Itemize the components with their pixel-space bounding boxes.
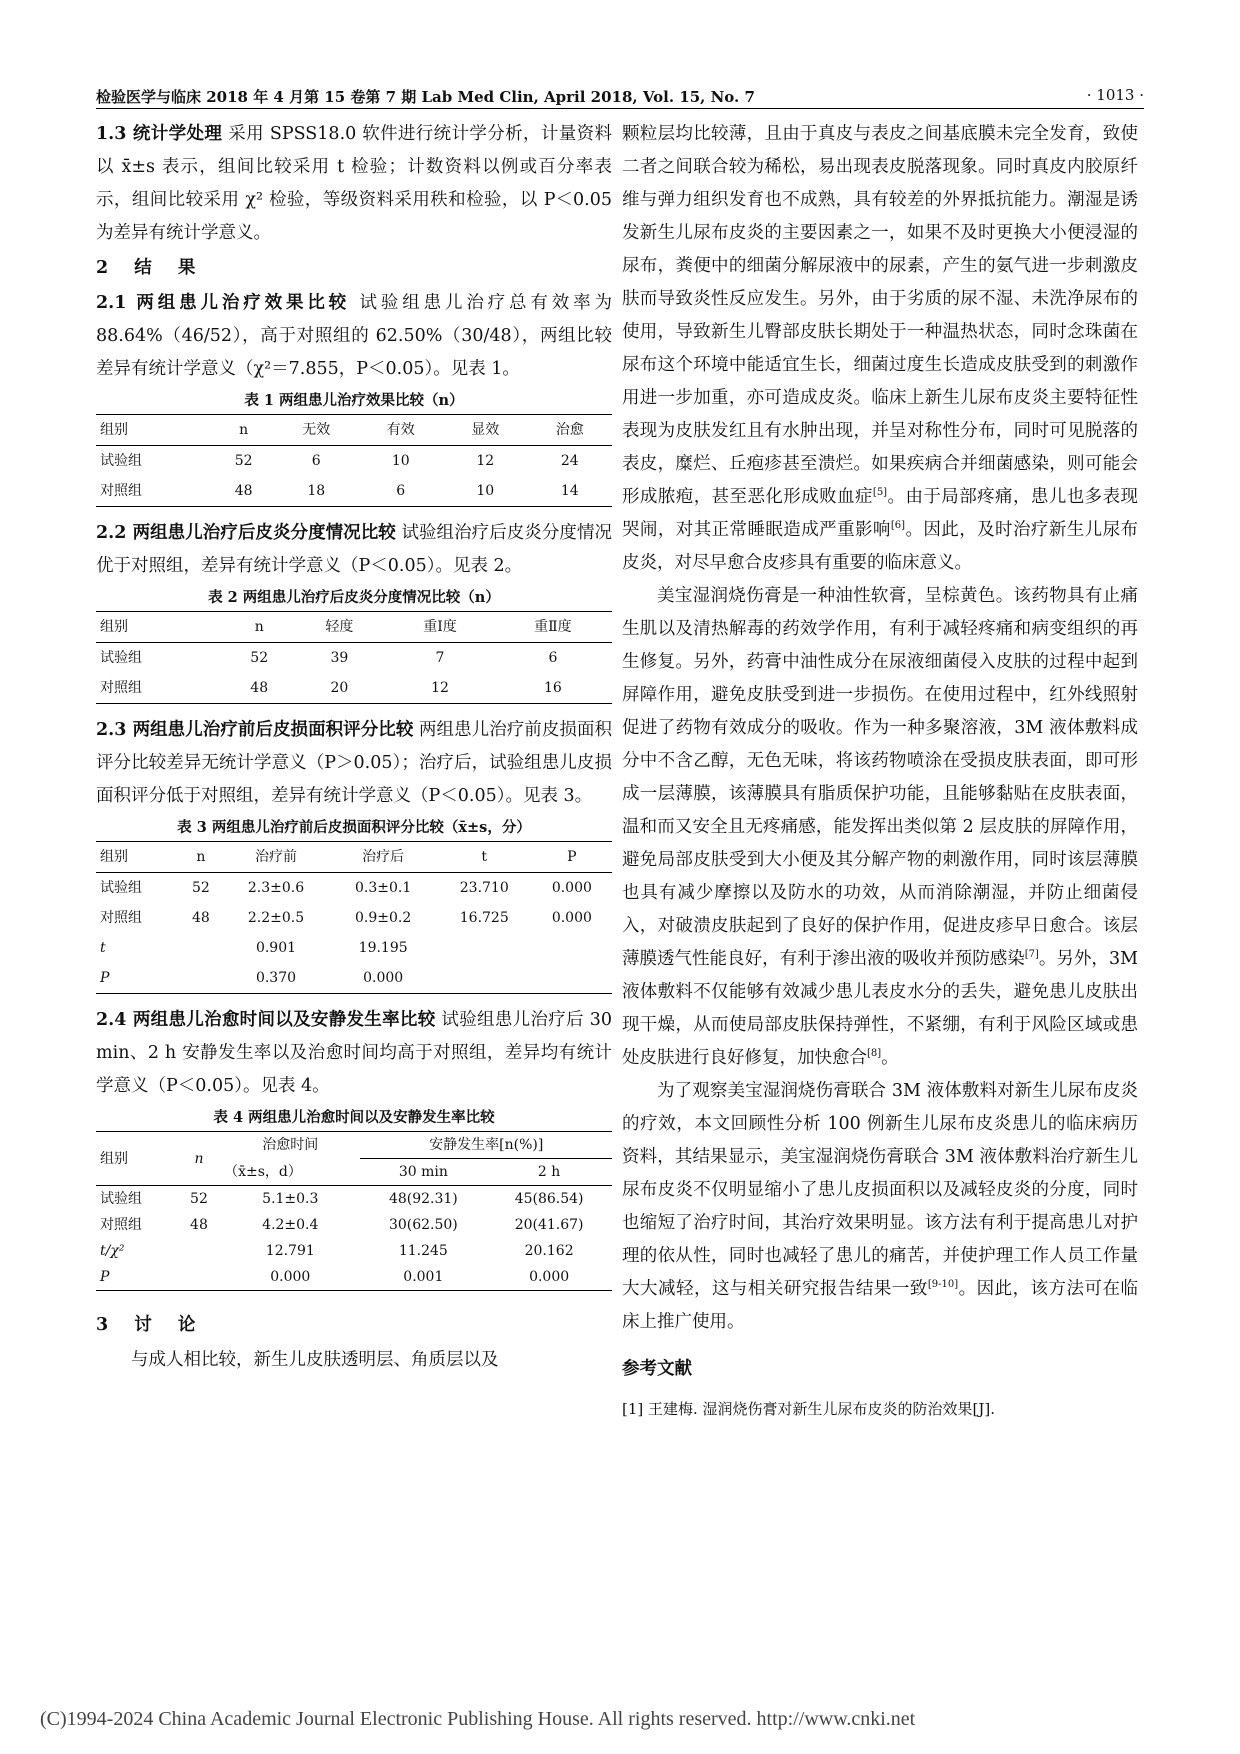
- table-cell: 6: [548, 650, 558, 666]
- table-cell: 6: [311, 453, 321, 469]
- table-cell: t/χ²: [100, 1243, 125, 1259]
- table-header-cell: 显效: [443, 415, 528, 446]
- table-cell: 10: [391, 453, 410, 469]
- table-cell: 试验组: [100, 453, 142, 469]
- table-header-cell: 组别: [96, 612, 226, 643]
- section-2-2-heading: 2.2 两组患儿治疗后皮炎分度情况比较: [96, 523, 396, 543]
- table-cell: 10: [443, 476, 528, 507]
- section-1-3-heading: 1.3 统计学处理: [96, 124, 223, 144]
- paragraph-text: 。: [881, 1048, 899, 1068]
- table-cell: 5.1±0.3: [262, 1191, 319, 1207]
- table-header-cell: 组别: [96, 1132, 178, 1186]
- table-cell: 48: [191, 910, 210, 926]
- table-cell: 0.000: [486, 1264, 612, 1291]
- running-header: [96, 86, 1144, 110]
- table-cell: P: [96, 1264, 178, 1291]
- table-header-cell: 治愈时间: [220, 1132, 360, 1159]
- table-header-cell: n: [226, 612, 293, 643]
- table-header-cell: t: [437, 842, 532, 873]
- table-4-caption: 表 4 两组患儿治愈时间以及安静发生率比较: [213, 1109, 495, 1126]
- table-1-header: [96, 415, 612, 446]
- discussion-paragraph-3: [622, 1075, 1138, 1339]
- table-cell: 0.000: [330, 963, 437, 994]
- section-2-4: [96, 1004, 612, 1103]
- table-cell: 52: [191, 880, 210, 896]
- table-cell: 48(92.31): [388, 1191, 458, 1207]
- table-cell: 39: [330, 650, 349, 666]
- section-1-3-text: 采用 SPSS18.0 软件进行统计学分析，计量资料以 x̄±s 表示，组间比较采用 t 检验；计数资料以例或百分率表示，组间比较采用 χ² 检验，等级资料采用秩和检验，以 P＜0.05 为差异有统计学意义。: [96, 124, 612, 243]
- table-cell: [178, 1264, 220, 1291]
- table-cell: 对照组: [100, 1217, 142, 1233]
- table-cell: 2.2±0.5: [247, 910, 305, 926]
- table-cell: [532, 933, 612, 963]
- table-cell: P: [96, 963, 179, 994]
- paragraph-text: 。另外，3M 液体敷料不仅能够有效减少患儿表皮水分的丢失，避免患儿皮肤出现干燥，从而使局部皮肤保持弹性，不紧绷，有利于风险区域或患处皮肤进行良好修复，加快愈合: [622, 949, 1138, 1068]
- table-cell: 16: [494, 673, 612, 704]
- table-cell: 0.370: [222, 963, 329, 994]
- table-3-header: [96, 842, 612, 873]
- citation-8: [8]: [867, 1048, 882, 1060]
- table-row: [96, 673, 612, 704]
- table-cell: 试验组: [100, 880, 142, 896]
- section-1-3: [96, 118, 612, 250]
- reference-1: [1] 王建梅. 湿润烧伤膏对新生儿尿布皮炎的防治效果[J].: [622, 1400, 996, 1418]
- table-cell: 2.3±0.6: [247, 880, 305, 896]
- table-header-cell: n: [213, 415, 274, 446]
- table-header-cell: 重Ⅱ度: [494, 612, 612, 643]
- discussion-paragraph-1: [622, 118, 1138, 580]
- table-cell: 对照组: [100, 910, 142, 926]
- table-header-cell: 2 h: [486, 1159, 612, 1186]
- table-cell: 48: [190, 1217, 208, 1233]
- references-heading: 参考文献: [622, 1359, 692, 1379]
- table-cell: 对照组: [96, 476, 213, 507]
- table-cell: 52: [190, 1191, 208, 1207]
- table-cell: 对照组: [96, 673, 226, 704]
- table-cell: t: [100, 940, 106, 956]
- citation-6: [6]: [890, 520, 906, 532]
- table-row: [96, 873, 612, 904]
- table-cell: 0.901: [255, 940, 297, 956]
- table-cell: 0.000: [220, 1264, 360, 1291]
- table-row: [96, 643, 612, 674]
- table-header-cell: 治愈: [527, 415, 612, 446]
- citation-7: [7]: [1024, 949, 1039, 961]
- table-cell: [437, 933, 532, 963]
- table-header-cell: 组别: [96, 415, 213, 446]
- paragraph-text: 美宝湿润烧伤膏是一种油性软膏，呈棕黄色。该药物具有止痛生肌以及清热解毒的药效学作用，有利于减轻疼痛和病变组织的再生修复。另外，药膏中油性成分在尿液细菌侵入皮肤的过程中起到屏障作用，避免皮肤受到进一步损伤。在使用过程中，红外线照射促进了药物有效成分的吸收。作为一种多聚溶液，3M 液体敷料成分中不含乙醇，无色无味，将该药物喷涂在受损皮肤表面，即可形成一层薄膜，该薄膜具有脂质保护功能，且能够黏贴在皮肤表面，温和而又安全且无疼痛感，能发挥出类似第 2 层皮肤的屏障作用，避免局部皮肤受到大小便及其分解产物的刺激作用，同时该层薄膜也具有减少摩擦以及防水的功效，从而消除潮湿，并防止细菌侵入，对破溃皮肤起到了良好的保护作用，促进皮疹早日愈合。该层薄膜透气性能良好，有利于渗出液的吸收并预防感染: [622, 586, 1138, 969]
- table-1: [96, 414, 612, 507]
- table-cell: 14: [527, 476, 612, 507]
- section-2-4-heading: 2.4 两组患儿治愈时间以及安静发生率比较: [96, 1010, 436, 1030]
- table-cell: 20(41.67): [514, 1217, 584, 1233]
- table-1-caption: 表 1 两组患儿治疗效果比较（n）: [244, 392, 464, 409]
- table-cell: 试验组: [100, 650, 142, 666]
- table-header-cell: 安静发生率[n(%)]: [360, 1132, 612, 1159]
- table-row: [96, 1264, 612, 1291]
- page-number: · 1013 ·: [1086, 86, 1144, 104]
- table-cell: [532, 963, 612, 994]
- table-row: [96, 476, 612, 507]
- table-cell: 0.3±0.1: [355, 880, 412, 896]
- citation-5: [5]: [872, 487, 888, 499]
- table-cell: 30(62.50): [388, 1217, 458, 1233]
- table-row: [96, 903, 612, 933]
- section-2-2: [96, 517, 612, 583]
- citation-9-10: [9-10]: [927, 1279, 959, 1291]
- table-header-cell: 轻度: [293, 612, 386, 643]
- table-cell: 48: [213, 476, 274, 507]
- table-cell: 52: [250, 650, 269, 666]
- table-4: [96, 1131, 612, 1291]
- table-cell: 23.710: [459, 880, 509, 896]
- table-header-cell: n: [178, 1132, 220, 1186]
- table-cell: 16.725: [459, 910, 509, 926]
- section-2-3-heading: 2.3 两组患儿治疗前后皮损面积评分比较: [96, 720, 414, 740]
- left-column: [96, 118, 612, 1377]
- table-cell: 12: [476, 453, 495, 469]
- table-header-cell: 重Ⅰ度: [386, 612, 494, 643]
- section-2-3: [96, 714, 612, 813]
- table-cell: 24: [560, 453, 579, 469]
- table-row: [96, 1238, 612, 1264]
- table-header-cell: 治疗后: [330, 842, 437, 873]
- table-row: [96, 933, 612, 963]
- table-row: [96, 963, 612, 994]
- table-cell: 0.000: [551, 910, 592, 926]
- table-3: [96, 841, 612, 994]
- table-cell: 12.791: [265, 1243, 315, 1259]
- section-2-2-text: 试验组治疗后皮炎分度情况优于对照组，差异有统计学意义（P＜0.05）。见表 2。: [96, 523, 613, 576]
- table-cell: 0.001: [360, 1264, 486, 1291]
- table-cell: 52: [234, 453, 253, 469]
- section-2-heading: 2 结 果: [96, 258, 206, 278]
- table-cell: 48: [226, 673, 293, 704]
- table-cell: [179, 933, 222, 963]
- section-2-4-text: 试验组患儿治疗后 30 min、2 h 安静发生率以及治愈时间均高于对照组，差异均有统计学意义（P＜0.05）。见表 4。: [96, 1010, 612, 1096]
- table-cell: 45(86.54): [514, 1191, 584, 1207]
- table-cell: 7: [435, 650, 445, 666]
- table-row: [96, 1212, 612, 1238]
- header-rule: [96, 108, 1144, 109]
- table-header-cell: 无效: [274, 415, 359, 446]
- paragraph-text: 为了观察美宝湿润烧伤膏联合 3M 液体敷料对新生儿尿布皮炎的疗效，本文回顾性分析 100 例新生儿尿布皮炎患儿的临床病历资料，其结果显示，美宝湿润烧伤膏联合 3M 液体敷料治疗新生儿尿布皮炎不仅明显缩小了患儿皮损面积以及减轻皮炎的分度，同时也缩短了治疗时间，其治疗效果明显。该方法有利于提高患儿对护理的依从性，同时也减轻了患儿的痛苦，并使护理工作人员工作量大大减轻，这与相关研究报告结果一致: [622, 1081, 1138, 1299]
- table-header-cell: n: [179, 842, 222, 873]
- table-2-header: [96, 612, 612, 643]
- table-row: [96, 446, 612, 477]
- table-header-cell: P: [532, 842, 612, 873]
- section-2-3-text: 两组患儿治疗前皮损面积评分比较差异无统计学意义（P＞0.05）；治疗后，试验组患儿皮损面积评分低于对照组，差异有统计学意义（P＜0.05）。见表 3。: [96, 720, 612, 806]
- table-cell: [179, 963, 222, 994]
- table-2: [96, 611, 612, 704]
- table-header-cell: （x̄±s，d）: [220, 1159, 360, 1186]
- section-2-1-text: 试验组患儿治疗总有效率为 88.64%（46/52），高于对照组的 62.50%（30/48），两组比较差异有统计学意义（χ²＝7.855，P＜0.05）。见表 1。: [96, 293, 613, 379]
- table-header-cell: 30 min: [360, 1159, 486, 1186]
- table-3-caption: 表 3 两组患儿治疗前后皮损面积评分比较（x̄±s，分）: [177, 819, 531, 836]
- table-cell: 12: [386, 673, 494, 704]
- table-cell: 6: [358, 476, 443, 507]
- table-header-cell: 有效: [358, 415, 443, 446]
- discussion-paragraph-2: [622, 580, 1138, 1075]
- table-cell: [178, 1238, 220, 1264]
- table-cell: [437, 963, 532, 994]
- table-4-header-1: [96, 1132, 612, 1159]
- right-column: [622, 118, 1138, 1422]
- table-cell: 0.9±0.2: [355, 910, 412, 926]
- paragraph-text: 。因此，该方法可在临床上推广使用。: [622, 1279, 1139, 1332]
- table-cell: 19.195: [358, 940, 408, 956]
- table-2-caption: 表 2 两组患儿治疗后皮炎分度情况比较（n）: [208, 589, 500, 606]
- table-header-cell: 治疗前: [222, 842, 329, 873]
- section-3-text: 与成人相比较，新生儿皮肤透明层、角质层以及: [131, 1350, 499, 1370]
- table-cell: 20.162: [524, 1243, 574, 1259]
- section-2-1: [96, 287, 612, 386]
- table-cell: 试验组: [100, 1191, 142, 1207]
- table-header-cell: 组别: [96, 842, 179, 873]
- table-cell: 11.245: [398, 1243, 448, 1259]
- table-cell: 20: [293, 673, 386, 704]
- paragraph-text: 颗粒层均比较薄，且由于真皮与表皮之间基底膜未完全发育，致使二者之间联合较为稀松，易出现表皮脱落现象。同时真皮内胶原纤维与弹力组织发育也不成熟，具有较差的外界抵抗能力。潮湿是诱发新生儿尿布皮炎的主要因素之一，如果不及时更换大小便浸湿的尿布，粪便中的细菌分解尿液中的尿素，产生的氨气进一步刺激皮肤而导致炎性反应发生。另外，由于劣质的尿不湿、未洗净尿布的使用，导致新生儿臀部皮肤长期处于一种温热状态，同时念珠菌在尿布这个环境中能适宜生长，细菌过度生长造成皮肤受到的刺激作用进一步加重，亦可造成皮炎。临床上新生儿尿布皮炎主要特征性表现为皮肤发红且有水肿出现，并呈对称性分布，同时可见脱落的表皮，糜烂、丘疱疹甚至溃烂。如果疾病合并细菌感染，则可能会形成脓疱，甚至恶化形成败血症: [622, 124, 1138, 507]
- table-cell: 0.000: [551, 880, 592, 896]
- section-2-1-heading: 2.1 两组患儿治疗效果比较: [96, 293, 351, 313]
- table-row: [96, 1186, 612, 1213]
- paragraph-text: 。因此，及时治疗新生儿尿布皮炎，对尽早愈合皮疹具有重要的临床意义。: [622, 520, 1139, 573]
- table-cell: 4.2±0.4: [262, 1217, 319, 1233]
- table-cell: 18: [274, 476, 359, 507]
- paragraph-text: 。由于局部疼痛，患儿也多表现哭闹，对其正常睡眠造成严重影响: [622, 487, 1139, 540]
- journal-info: 检验医学与临床 2018 年 4 月第 15 卷第 7 期 Lab Med Clin, April 2018, Vol. 15, No. 7: [96, 88, 755, 106]
- section-3-heading: 3 讨 论: [96, 1315, 206, 1335]
- copyright-footer: (C)1994-2024 China Academic Journal Electronic Publishing House. All rights reserved. http://www.cnki.net: [40, 1708, 916, 1730]
